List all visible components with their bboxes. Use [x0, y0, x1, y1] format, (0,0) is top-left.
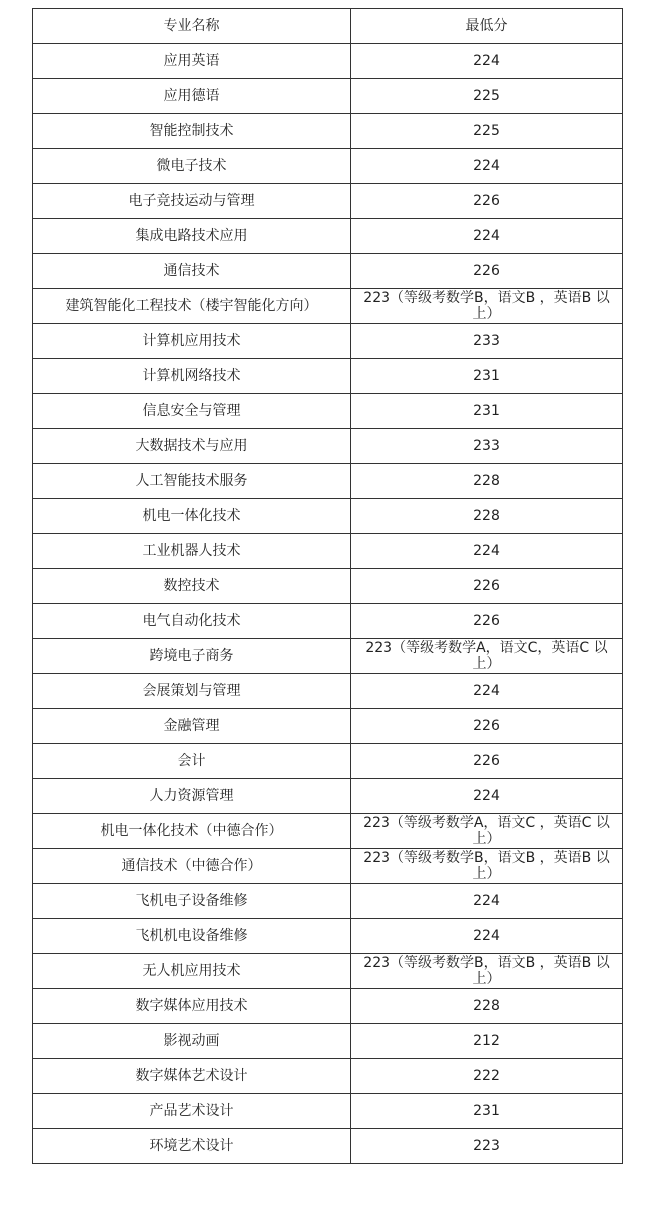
major-name-cell: 跨境电子商务: [33, 639, 351, 674]
major-name-cell: 产品艺术设计: [33, 1094, 351, 1129]
table-row: [33, 989, 623, 1024]
major-name-cell: 人工智能技术服务: [33, 464, 351, 499]
major-name-cell: 应用德语: [33, 79, 351, 114]
min-score-cell: 223: [351, 1129, 623, 1164]
min-score-cell: 223（等级考数学A，语文C ，英语C 以上）: [351, 814, 623, 849]
table-row: [33, 149, 623, 184]
table-row: [33, 499, 623, 534]
major-name-cell: 环境艺术设计: [33, 1129, 351, 1164]
major-name-cell: 数字媒体应用技术: [33, 989, 351, 1024]
table-row: [33, 324, 623, 359]
min-score-cell: 224: [351, 779, 623, 814]
table-row: [33, 219, 623, 254]
min-score-cell: 233: [351, 429, 623, 464]
table-row: [33, 1094, 623, 1129]
min-score-cell: 224: [351, 884, 623, 919]
major-name-cell: 电气自动化技术: [33, 604, 351, 639]
score-table-body: [33, 9, 623, 1164]
major-name-cell: 数字媒体艺术设计: [33, 1059, 351, 1094]
score-table: [32, 8, 623, 1164]
table-row: [33, 954, 623, 989]
major-name-cell: 信息安全与管理: [33, 394, 351, 429]
min-score-cell: 228: [351, 499, 623, 534]
table-row: [33, 359, 623, 394]
min-score-cell: 233: [351, 324, 623, 359]
table-row: [33, 534, 623, 569]
major-name-cell: 无人机应用技术: [33, 954, 351, 989]
major-name-cell: 计算机应用技术: [33, 324, 351, 359]
table-row: [33, 884, 623, 919]
table-row: [33, 709, 623, 744]
min-score-cell: 223（等级考数学A，语文C，英语C 以上）: [351, 639, 623, 674]
table-row: [33, 814, 623, 849]
header-major: 专业名称: [33, 9, 351, 44]
major-name-cell: 电子竞技运动与管理: [33, 184, 351, 219]
table-row: [33, 569, 623, 604]
major-name-cell: 集成电路技术应用: [33, 219, 351, 254]
min-score-cell: 226: [351, 744, 623, 779]
table-row: [33, 464, 623, 499]
major-name-cell: 工业机器人技术: [33, 534, 351, 569]
major-name-cell: 会计: [33, 744, 351, 779]
major-name-cell: 数控技术: [33, 569, 351, 604]
min-score-cell: 212: [351, 1024, 623, 1059]
min-score-cell: 226: [351, 184, 623, 219]
major-name-cell: 机电一体化技术（中德合作）: [33, 814, 351, 849]
major-name-cell: 大数据技术与应用: [33, 429, 351, 464]
major-name-cell: 智能控制技术: [33, 114, 351, 149]
min-score-cell: 226: [351, 254, 623, 289]
min-score-cell: 222: [351, 1059, 623, 1094]
table-row: [33, 1024, 623, 1059]
min-score-cell: 228: [351, 989, 623, 1024]
min-score-cell: 231: [351, 359, 623, 394]
table-row: [33, 184, 623, 219]
table-row: [33, 1059, 623, 1094]
table-row: [33, 254, 623, 289]
min-score-cell: 223（等级考数学B，语文B ，英语B 以上）: [351, 289, 623, 324]
min-score-cell: 226: [351, 604, 623, 639]
min-score-cell: 224: [351, 534, 623, 569]
table-row: [33, 429, 623, 464]
table-row: [33, 604, 623, 639]
table-row: [33, 114, 623, 149]
table-row: [33, 289, 623, 324]
min-score-cell: 225: [351, 79, 623, 114]
table-row: [33, 394, 623, 429]
major-name-cell: 微电子技术: [33, 149, 351, 184]
table-row: [33, 919, 623, 954]
major-name-cell: 会展策划与管理: [33, 674, 351, 709]
major-name-cell: 人力资源管理: [33, 779, 351, 814]
major-name-cell: 金融管理: [33, 709, 351, 744]
min-score-cell: 226: [351, 569, 623, 604]
min-score-cell: 223（等级考数学B，语文B ，英语B 以上）: [351, 954, 623, 989]
min-score-cell: 224: [351, 219, 623, 254]
min-score-cell: 224: [351, 919, 623, 954]
min-score-cell: 228: [351, 464, 623, 499]
min-score-cell: 224: [351, 674, 623, 709]
table-row: [33, 849, 623, 884]
major-name-cell: 影视动画: [33, 1024, 351, 1059]
min-score-cell: 223（等级考数学B，语文B ，英语B 以上）: [351, 849, 623, 884]
min-score-cell: 231: [351, 1094, 623, 1129]
header-score: 最低分: [351, 9, 623, 44]
major-name-cell: 应用英语: [33, 44, 351, 79]
table-row: [33, 639, 623, 674]
table-header-row: [33, 9, 623, 44]
min-score-cell: 231: [351, 394, 623, 429]
major-name-cell: 计算机网络技术: [33, 359, 351, 394]
table-row: [33, 674, 623, 709]
table-row: [33, 1129, 623, 1164]
major-name-cell: 通信技术: [33, 254, 351, 289]
major-name-cell: 机电一体化技术: [33, 499, 351, 534]
min-score-cell: 224: [351, 44, 623, 79]
min-score-cell: 226: [351, 709, 623, 744]
min-score-cell: 224: [351, 149, 623, 184]
major-name-cell: 飞机电子设备维修: [33, 884, 351, 919]
table-row: [33, 779, 623, 814]
major-name-cell: 飞机机电设备维修: [33, 919, 351, 954]
table-row: [33, 744, 623, 779]
table-row: [33, 44, 623, 79]
min-score-cell: 225: [351, 114, 623, 149]
table-row: [33, 79, 623, 114]
major-name-cell: 通信技术（中德合作）: [33, 849, 351, 884]
major-name-cell: 建筑智能化工程技术（楼宇智能化方向）: [33, 289, 351, 324]
